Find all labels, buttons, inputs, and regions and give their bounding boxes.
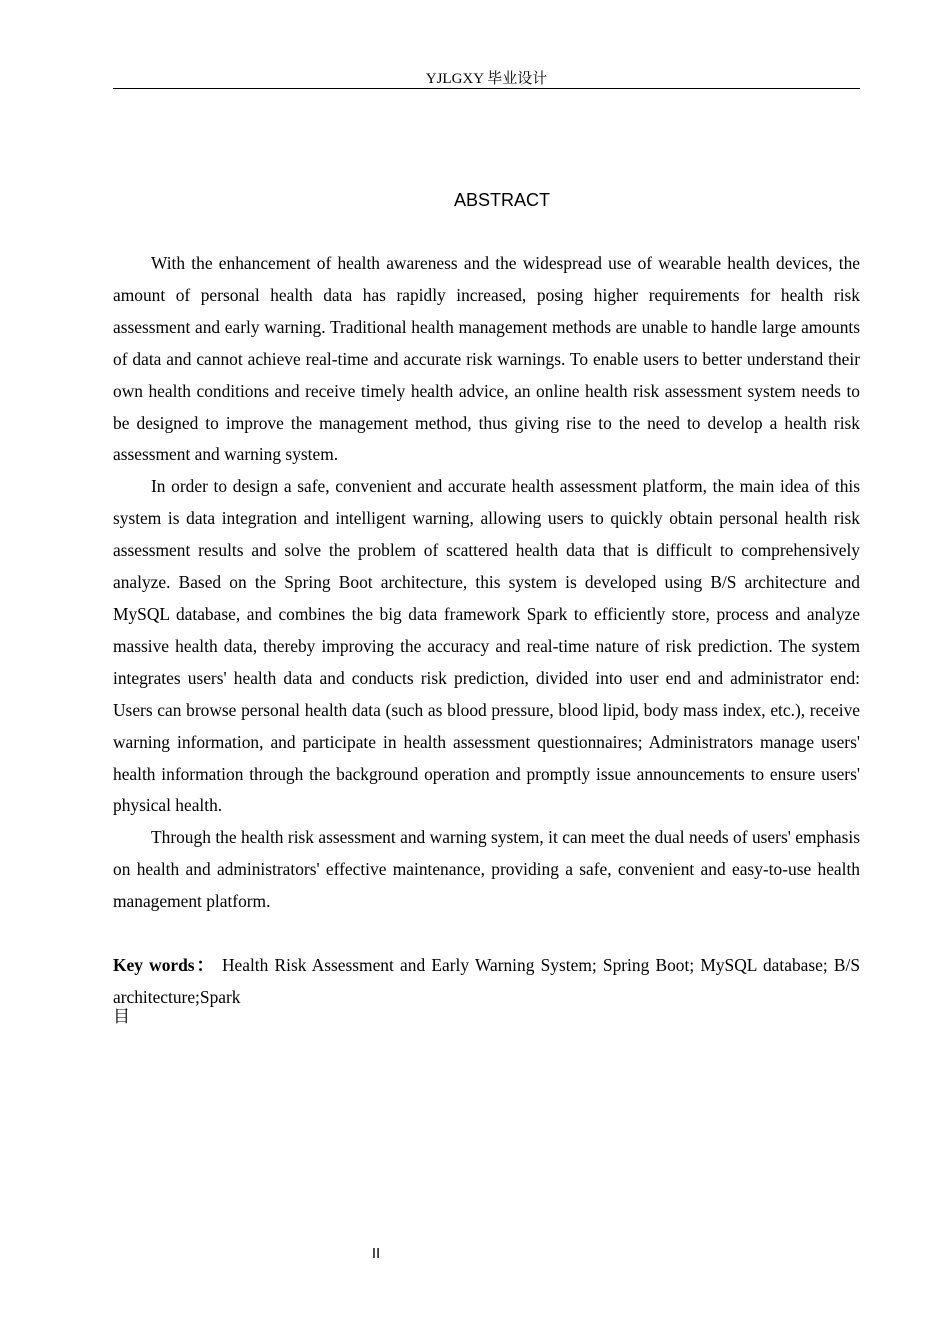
abstract-paragraph-2: In order to design a safe, convenient and accurate health assessment platform, the main idea of this system is data integration and intelligent warning, allowing users to quickly obtain personal health risk assessment results and solve the problem of scattered health data that is difficult to comprehensively analyze. Based on the Spring Boot architecture, this system is developed using B/S architecture and MySQL database, and combines the big data framework Spark to efficiently store, process and analyze massive health data, thereby improving the accuracy and real-time nature of risk prediction. The system integrates users' health data and conducts risk prediction, divided into user end and administrator end: Users can browse personal health data (such as blood pressure, blood lipid, body mass index, etc.), receive warning information, and participate in health assessment questionnaires; Administrators manage users' health information through the background operation and promptly issue announcements to ensure users' physical health. (113, 476, 860, 816)
keywords-text: Health Risk Assessment and Early Warning System; Spring Boot; MySQL database; B/S architecture;Spark (113, 955, 861, 1007)
keywords-line (113, 950, 860, 1014)
abstract-body (113, 248, 860, 1028)
abstract-paragraph-3: Through the health risk assessment and warning system, it can meet the dual needs of users' emphasis on health and administrators' effective maintenance, providing a safe, convenient and easy-to-use health management platform. (113, 827, 860, 912)
page-number: II (371, 1245, 381, 1262)
abstract-paragraph-1: With the enhancement of health awareness and the widespread use of wearable health devices, the amount of personal health data has rapidly increased, posing higher requirements for health risk assessment and early warning. Traditional health management methods are unable to handle large amounts of data and cannot achieve real-time and accurate risk warnings. To enable users to better understand their own health conditions and receive timely health advice, an online health risk assessment system needs to be designed to improve the management method, thus giving rise to the need to develop a health risk assessment and warning system. (113, 253, 860, 465)
keywords-label: Key words： (113, 955, 216, 976)
abstract-title: ABSTRACT (453, 190, 550, 210)
header-rule (113, 88, 860, 89)
toc-heading-fragment: 目 (113, 1006, 130, 1027)
running-header: YJLGXY 毕业设计 (425, 71, 548, 87)
